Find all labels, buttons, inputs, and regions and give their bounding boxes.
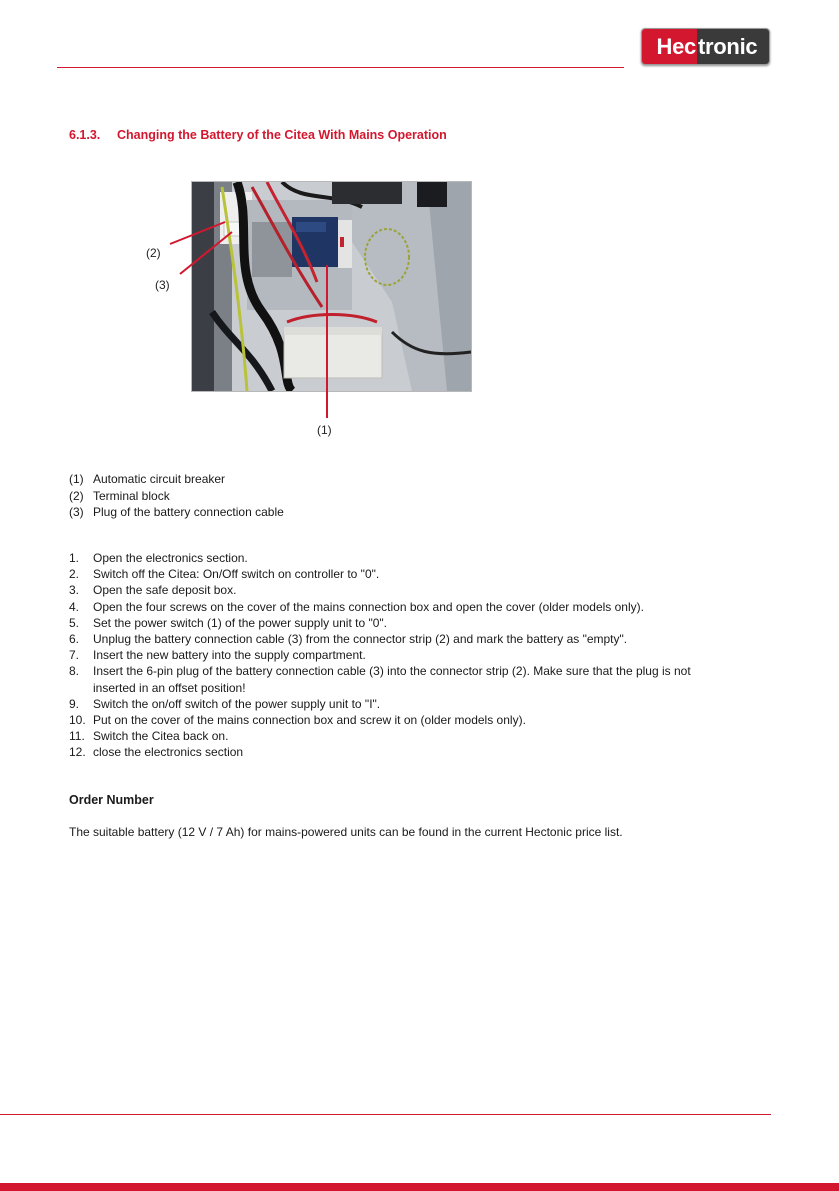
step-item: [69, 647, 713, 663]
legend-item: [69, 488, 284, 505]
logo-part-hec: Hec: [642, 29, 697, 64]
step-number: 12.: [69, 745, 86, 760]
step-number: 9.: [69, 696, 80, 711]
step-text: Set the power switch (1) of the power supply unit to "0".: [93, 615, 387, 630]
step-number: 2.: [69, 567, 80, 582]
step-text: Switch the on/off switch of the power supply unit to "I".: [93, 696, 381, 711]
order-number-heading: Order Number: [69, 793, 154, 807]
step-text: Open the safe deposit box.: [93, 583, 237, 598]
step-text: Switch the Citea back on.: [93, 729, 229, 744]
step-text: Unplug the battery connection cable (3) from the connector strip (2) and mark the battery as "empty".: [93, 632, 628, 647]
step-item: [69, 599, 713, 615]
step-text: close the electronics section: [93, 745, 244, 760]
step-item: [69, 631, 713, 647]
step-item: [69, 663, 713, 695]
callout-line-2: [170, 222, 225, 244]
procedure-steps: [69, 550, 713, 761]
step-item: [69, 615, 713, 631]
figure-legend: [69, 471, 284, 521]
step-text: Switch off the Citea: On/Off switch on controller to "0".: [93, 567, 380, 582]
footer-bar: [0, 1183, 839, 1191]
step-text: Insert the 6-pin plug of the battery connection cable (3) into the connector strip (2). Make sure that the plug is not inserted in an offset position!: [93, 664, 691, 695]
step-number: 6.: [69, 632, 80, 647]
step-number: 1.: [69, 551, 80, 565]
legend-text: Plug of the battery connection cable: [93, 505, 284, 519]
legend-number: (3): [69, 505, 84, 519]
step-number: 3.: [69, 583, 80, 598]
legend-number: (1): [69, 472, 84, 486]
legend-item: [69, 471, 284, 488]
legend-item: [69, 504, 284, 521]
step-item: [69, 712, 713, 728]
step-item: [69, 582, 713, 598]
legend-number: (2): [69, 488, 84, 503]
step-item: [69, 566, 713, 582]
step-number: 5.: [69, 615, 80, 630]
order-number-text: The suitable battery (12 V / 7 Ah) for mains-powered units can be found in the current Hectonic price list.: [69, 825, 623, 839]
step-number: 10.: [69, 713, 86, 728]
step-item: [69, 696, 713, 712]
logo-part-tronic: tronic: [697, 29, 769, 64]
legend-text: Automatic circuit breaker: [93, 472, 226, 486]
step-text: Open the four screws on the cover of the mains connection box and open the cover (older models only).: [93, 599, 644, 614]
step-item: [69, 728, 713, 744]
callout-label-3: (3): [155, 278, 170, 292]
section-number: 6.1.3.: [69, 128, 101, 142]
legend-text: Terminal block: [93, 488, 170, 503]
callout-line-3: [180, 232, 232, 274]
step-number: 8.: [69, 664, 80, 679]
step-text: Insert the new battery into the supply compartment.: [93, 648, 366, 663]
step-text: Open the electronics section.: [93, 551, 248, 565]
footer-divider: [0, 1114, 771, 1115]
step-text: Put on the cover of the mains connection box and screw it on (older models only).: [93, 713, 526, 728]
step-item: [69, 744, 713, 760]
callout-lines: [0, 0, 839, 460]
step-item: [69, 550, 713, 566]
step-number: 11.: [69, 729, 85, 744]
callout-label-2: (2): [146, 246, 161, 260]
callout-label-1: (1): [317, 423, 332, 437]
step-number: 4.: [69, 599, 80, 614]
section-title-text: Changing the Battery of the Citea With Mains Operation: [117, 128, 447, 142]
step-number: 7.: [69, 648, 80, 663]
